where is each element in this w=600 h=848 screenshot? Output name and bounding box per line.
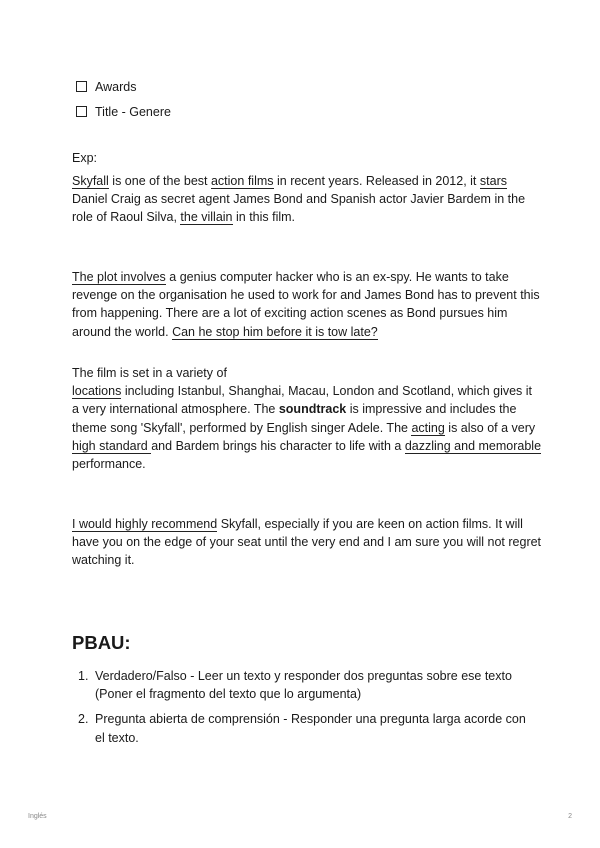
text-span: and Bardem brings his character to life with a — [151, 438, 405, 453]
highlight-phrase: action films — [210, 174, 274, 188]
paragraph-intro — [72, 172, 542, 227]
checklist — [76, 74, 171, 124]
paragraph-plot — [72, 268, 542, 341]
highlight-phrase: locations — [72, 384, 122, 399]
ordered-list — [78, 667, 538, 754]
checkbox-icon[interactable] — [76, 81, 87, 92]
text-span: in recent years. Released in 2012, it — [273, 174, 480, 188]
section-heading: PBAU: — [72, 632, 131, 653]
paragraph-recommendation — [72, 515, 542, 570]
checklist-item-awards[interactable] — [76, 74, 171, 99]
list-item — [78, 667, 538, 703]
highlight-phrase: Skyfall — [72, 174, 109, 188]
bold-phrase: soundtrack — [278, 402, 347, 417]
list-text: Pregunta abierta de comprensión - Responder una pregunta larga acorde con el texto. — [95, 712, 526, 745]
footer-subject: Inglés — [28, 813, 47, 820]
text-span: is also of a very — [444, 420, 536, 435]
list-number: 2. — [78, 712, 89, 727]
highlight-phrase: I would highly recommend — [72, 517, 218, 531]
highlight-phrase: The plot involves — [72, 270, 166, 284]
text-span: a genius computer hacker who is an ex-spy. He wants to take revenge on the organisation he used to work for and James Bond has to prevent this from happening. There are a lot of exciting action scenes as Bond pursues him around the world. — [72, 270, 540, 339]
checklist-item-title-genre[interactable] — [76, 99, 171, 124]
page-number: 2 — [568, 813, 572, 820]
checkbox-icon[interactable] — [76, 106, 87, 117]
list-text: Verdadero/Falso - Leer un texto y responder dos preguntas sobre ese texto (Poner el fragmento del texto que lo argumenta) — [95, 669, 512, 702]
checklist-label: Awards — [95, 79, 137, 94]
list-number: 1. — [78, 669, 89, 683]
text-span: is one of the best — [108, 174, 211, 188]
text-span: performance. — [72, 457, 146, 472]
highlight-phrase: the villain — [180, 210, 233, 225]
highlight-phrase: stars — [479, 174, 507, 188]
checklist-label: Title - Genere — [95, 104, 171, 119]
text-span: The film is set in a variety of — [72, 366, 227, 380]
list-item — [78, 710, 538, 746]
text-span: Skyfall, especially if you are keen on action films. It will have you on the edge of your seat until the very end and I am sure you will not regret watching it. — [72, 517, 542, 568]
text-span: in this film. — [232, 210, 296, 225]
example-label: Exp: — [72, 151, 98, 165]
text-span: Daniel Craig as secret agent James Bond and Spanish actor Javier Bardem in the role of Raoul Silva, — [72, 192, 526, 225]
highlight-phrase: Can he stop him before it is tow late? — [172, 324, 378, 339]
paragraph-setting — [72, 364, 542, 473]
highlight-phrase: acting — [411, 420, 445, 435]
text-span: is impressive and includes the theme song 'Skyfall', performed by English singer Adele. The — [72, 402, 517, 435]
highlight-phrase: dazzling and memorable — [404, 438, 542, 453]
highlight-phrase: high standard — [72, 438, 152, 453]
text-span: including Istanbul, Shanghai, Macau, London and Scotland, which gives it a very international atmosphere. The — [72, 384, 533, 417]
